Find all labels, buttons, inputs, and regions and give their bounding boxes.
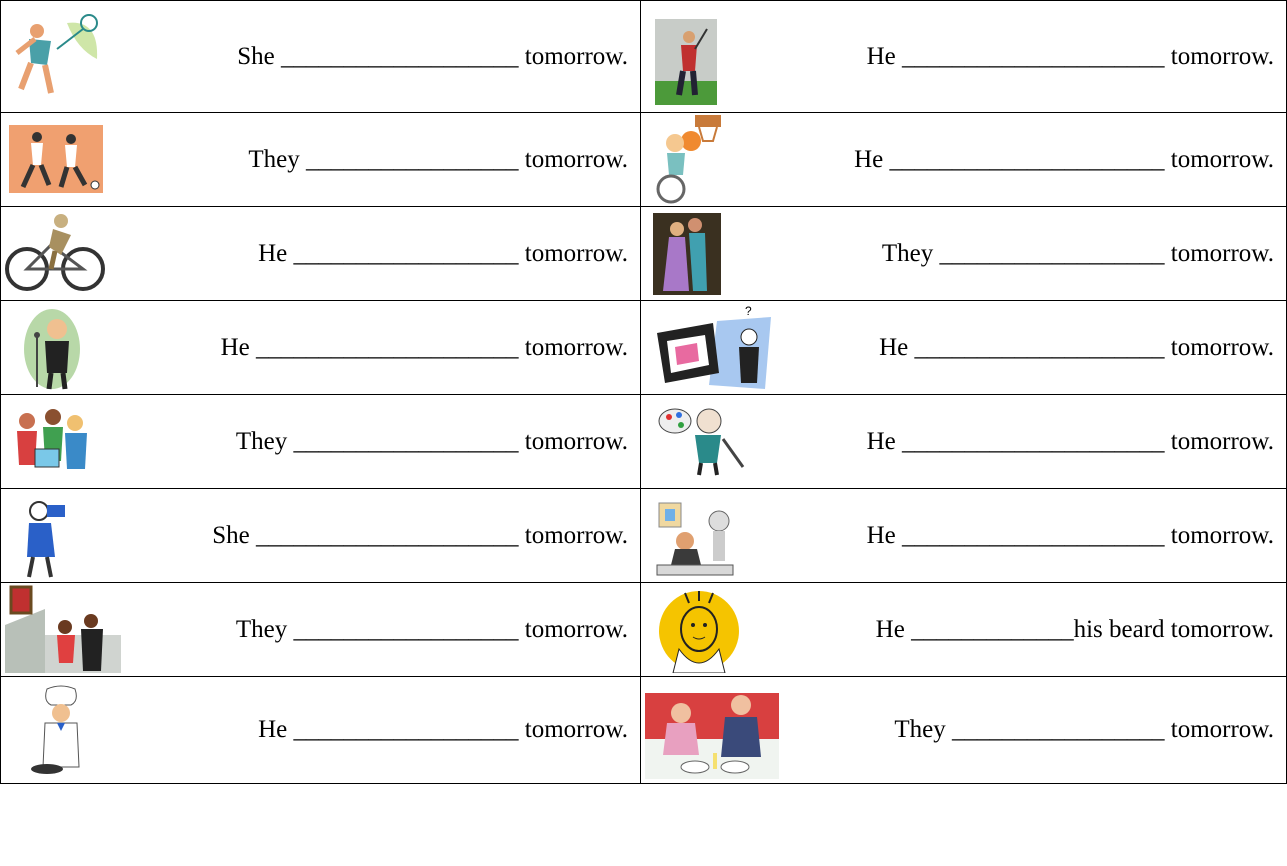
subject: He: [866, 42, 896, 70]
table-row: [1, 113, 1287, 207]
answer-blank[interactable]: ___________________: [281, 42, 519, 70]
exercise-cell: [1, 489, 641, 583]
subject: He: [866, 427, 896, 455]
sentence-end: tomorrow.: [1164, 239, 1274, 267]
answer-blank[interactable]: _____________________: [902, 42, 1165, 70]
exercise-cell: [641, 489, 1287, 583]
badminton-player-icon: [7, 9, 103, 101]
exercise-cell: [1, 583, 641, 677]
subject: They: [881, 239, 934, 267]
sentence: [237, 43, 628, 71]
exercise-cell: [641, 113, 1287, 207]
man-at-desk-icon: [653, 499, 737, 581]
soccer-players-icon: [9, 125, 103, 193]
svg-text:?: ?: [745, 304, 752, 318]
bearded-man-icon: [655, 589, 743, 673]
sentence-end: tomorrow.: [518, 615, 628, 643]
couple-art-gallery-icon: [5, 585, 121, 673]
singer-microphone-icon: [21, 307, 83, 391]
painter-palette-icon: [655, 403, 749, 477]
table-row: [1, 489, 1287, 583]
answer-blank[interactable]: __________________: [293, 716, 519, 743]
basketball-wheelchair-icon: [649, 113, 725, 205]
cyclist-icon: [5, 211, 105, 293]
answer-blank[interactable]: __________________: [293, 615, 519, 643]
subject: They: [235, 615, 288, 643]
musicians-band-icon: [5, 405, 95, 479]
woman-camera-icon: [19, 497, 71, 579]
answer-blank[interactable]: _____________: [911, 615, 1074, 643]
exercise-cell: [1, 1, 641, 113]
sentence-end: tomorrow.: [1164, 716, 1274, 743]
sentence-end: tomorrow.: [518, 42, 628, 70]
sentence-end: tomorrow.: [518, 333, 628, 361]
sentence: [248, 146, 628, 174]
subject: He: [875, 615, 905, 643]
subject: He: [220, 333, 250, 361]
exercise-cell: [1, 395, 641, 489]
dancing-couple-icon: [653, 213, 721, 295]
exercise-cell: [641, 1, 1287, 113]
sentence: [876, 616, 1274, 644]
sentence-end: tomorrow.: [518, 239, 628, 267]
answer-blank[interactable]: _____________________: [256, 333, 519, 361]
subject: He: [854, 145, 884, 173]
subject: They: [235, 427, 288, 455]
subject: He: [866, 521, 896, 549]
man-watching-tv-icon: [653, 303, 773, 391]
sentence: [879, 334, 1274, 362]
sentence: [854, 146, 1274, 174]
answer-blank[interactable]: __________________: [293, 427, 519, 455]
subject: He: [879, 333, 909, 361]
exercise-cell: [1, 677, 641, 784]
answer-blank[interactable]: _________________: [306, 145, 519, 173]
answer-blank[interactable]: __________________: [939, 239, 1165, 267]
sentence-end: tomorrow.: [518, 427, 628, 455]
answer-blank[interactable]: _____________________: [256, 521, 519, 549]
sentence: [867, 522, 1274, 550]
sentence: [882, 240, 1274, 268]
subject: He: [258, 716, 288, 743]
exercise-cell: [641, 207, 1287, 301]
sentence-end: his beard tomorrow.: [1073, 615, 1274, 643]
sentence: [258, 716, 628, 744]
sentence-end: tomorrow.: [518, 521, 628, 549]
sentence-end: tomorrow.: [518, 716, 628, 743]
exercise-cell: [1, 301, 641, 395]
exercise-cell: [1, 113, 641, 207]
exercise-cell: [641, 301, 1287, 395]
sentence-end: tomorrow.: [1164, 145, 1274, 173]
table-row: [1, 677, 1287, 784]
subject: They: [894, 716, 946, 743]
sentence-end: tomorrow.: [518, 145, 628, 173]
table-row: [1, 1, 1287, 113]
sentence: [258, 240, 628, 268]
couple-dining-icon: [645, 683, 779, 779]
exercise-cell: [641, 677, 1287, 784]
sentence-end: tomorrow.: [1164, 333, 1274, 361]
exercise-cell: [641, 395, 1287, 489]
answer-blank[interactable]: _____________________: [902, 427, 1165, 455]
sentence-end: tomorrow.: [1164, 427, 1274, 455]
exercise-cell: [1, 207, 641, 301]
answer-blank[interactable]: _________________: [952, 716, 1165, 743]
sentence: [236, 428, 628, 456]
sentence: [867, 428, 1274, 456]
answer-blank[interactable]: __________________: [293, 239, 519, 267]
subject: They: [248, 145, 300, 173]
sentence: [894, 716, 1274, 744]
sentence: [212, 522, 628, 550]
table-row: [1, 583, 1287, 677]
sentence: [236, 616, 628, 644]
sentence: [867, 43, 1274, 71]
table-row: [1, 395, 1287, 489]
golfer-icon: [655, 19, 717, 105]
sentence: [221, 334, 628, 362]
sentence-end: tomorrow.: [1164, 42, 1274, 70]
subject: He: [258, 239, 288, 267]
table-row: [1, 207, 1287, 301]
table-row: [1, 301, 1287, 395]
answer-blank[interactable]: ____________________: [914, 333, 1165, 361]
answer-blank[interactable]: ______________________: [889, 145, 1165, 173]
subject: She: [212, 521, 250, 549]
answer-blank[interactable]: _____________________: [902, 521, 1165, 549]
sentence-end: tomorrow.: [1164, 521, 1274, 549]
chef-cooking-icon: [29, 685, 93, 779]
subject: She: [237, 42, 275, 70]
exercise-cell: [641, 583, 1287, 677]
